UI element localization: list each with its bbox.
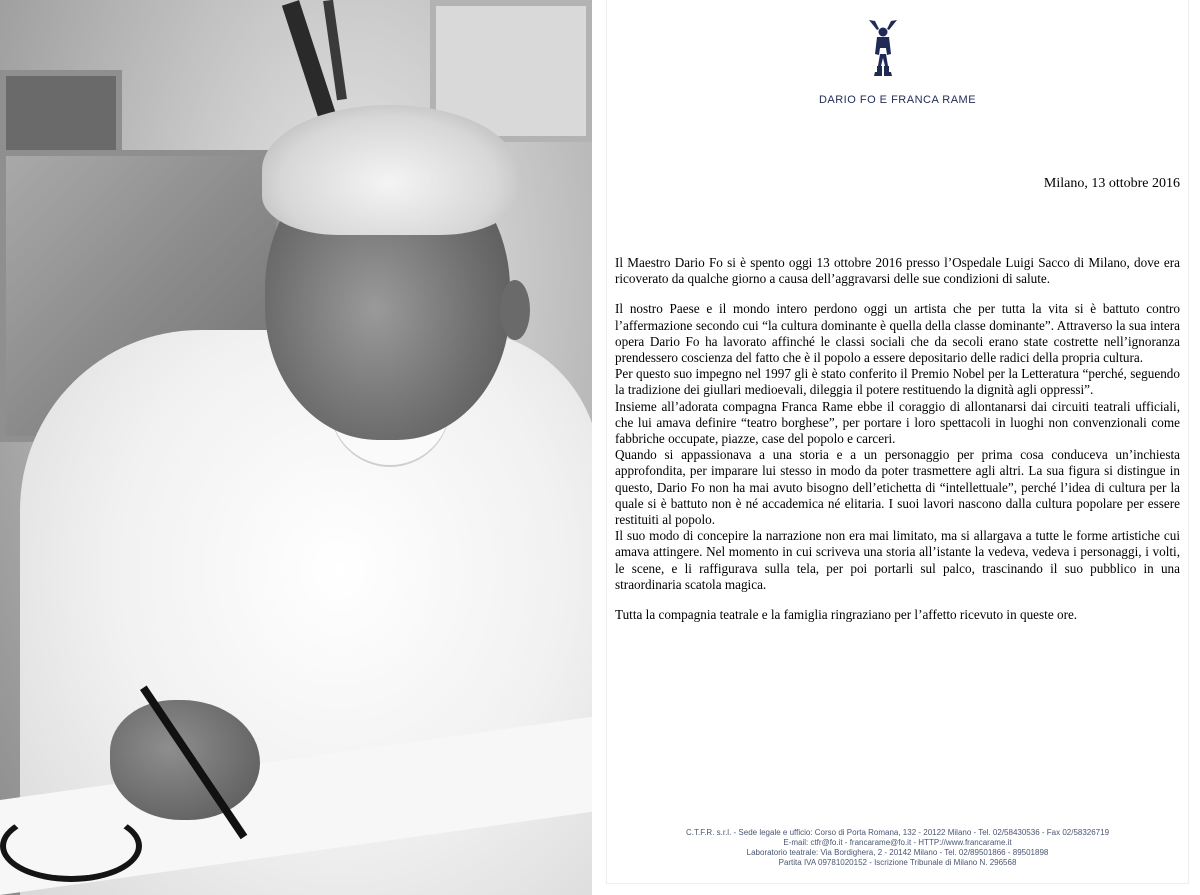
white-hair (262, 105, 517, 235)
eyeglasses-icon (0, 810, 142, 882)
footer-line: Partita IVA 09781020152 - Iscrizione Tribunale di Milano N. 296568 (778, 858, 1017, 867)
letter-date: Milano, 13 ottobre 2016 (1043, 176, 1180, 191)
letter-paragraph: Il suo modo di concepire la narrazione non era mai limitato, ma si allargava a tutte le forme artistiche cui amava attingere. Nel momento in cui scriveva una storia all’istante la vedeva, vedeva i personaggi, i volti, le scene, e li raffigurava sulla tela, per poi portarli sul palco, trascinando il suo pubblico in una straordinaria scatola magica. (615, 528, 1180, 592)
letter-paragraph: Il Maestro Dario Fo si è spento oggi 13 ottobre 2016 presso l’Ospedale Luigi Sacco di Milano, dove era ricoverato da qualche giorno a causa dell’aggravarsi delle sue condizioni di salute. (615, 255, 1180, 287)
jester-figure-icon (863, 18, 903, 84)
letter-paragraph: Tutta la compagnia teatrale e la famiglia ringraziano per l’affetto ricevuto in queste ore. (615, 607, 1078, 623)
footer-line: C.T.F.R. s.r.l. - Sede legale e ufficio: Corso di Porta Romana, 132 - 20122 Milano - Tel. 02/58430536 - Fax 02/58326719 (685, 828, 1110, 837)
logo-text: DARIO FO E FRANCA RAME (818, 94, 977, 106)
portrait-photo (0, 0, 592, 895)
footer-line: Laboratorio teatrale: Via Bordighera, 2 - 20142 Milano - Tel. 02/89501866 - 89501898 (746, 848, 1049, 857)
footer-line: E-mail: ctfr@fo.it - francarame@fo.it - HTTP://www.francarame.it (783, 838, 1012, 847)
letter-paragraph: Quando si appassionava a una storia e a un personaggio per prima cosa conduceva un’inchiesta approfondita, per imparare lui stesso in modo da poter trasmettere agli altri. La sua figura si distingue in questo, Dario Fo non ha mai avuto bisogno dell’etichetta di “intellettuale”, perché l’idea di cultura per la quale si è battuto non è né accademica né elitaria. I suoi lavori nascono dalla cultura popolare per essere restituiti al popolo. (615, 447, 1180, 528)
letter-body (615, 255, 1180, 623)
letter-page (607, 0, 1188, 883)
letter-footer (607, 828, 1188, 868)
letter-paragraph: Il nostro Paese e il mondo intero perdono oggi un artista che per tutta la vita si è battuto contro l’affermazione secondo cui “la cultura dominante è quella della classe dominante”. Attraverso la sua intera opera Dario Fo ha lavorato affinché le classi sociali che da secoli erano state costrette nell’ignoranza prendessero coscienza del fatto che è il popolo a essere depositario delle radici della propria cultura. (615, 301, 1180, 366)
letter-paragraph: Per questo suo impegno nel 1997 gli è stato conferito il Premio Nobel per la Letteratura “perché, seguendo la tradizione dei giullari medioevali, dileggia il potere restituendo la dignità agli oppressi”. (615, 366, 1180, 398)
ear (500, 280, 530, 340)
letter-paragraph: Insieme all’adorata compagna Franca Rame ebbe il coraggio di allontanarsi dai circuiti teatrali ufficiali, che lui amava definire “teatro borghese”, per portare i loro spettacoli in luoghi non convenzionali come fabbriche occupate, piazze, case del popolo e carceri. (615, 398, 1180, 447)
writing-hand (110, 700, 260, 820)
